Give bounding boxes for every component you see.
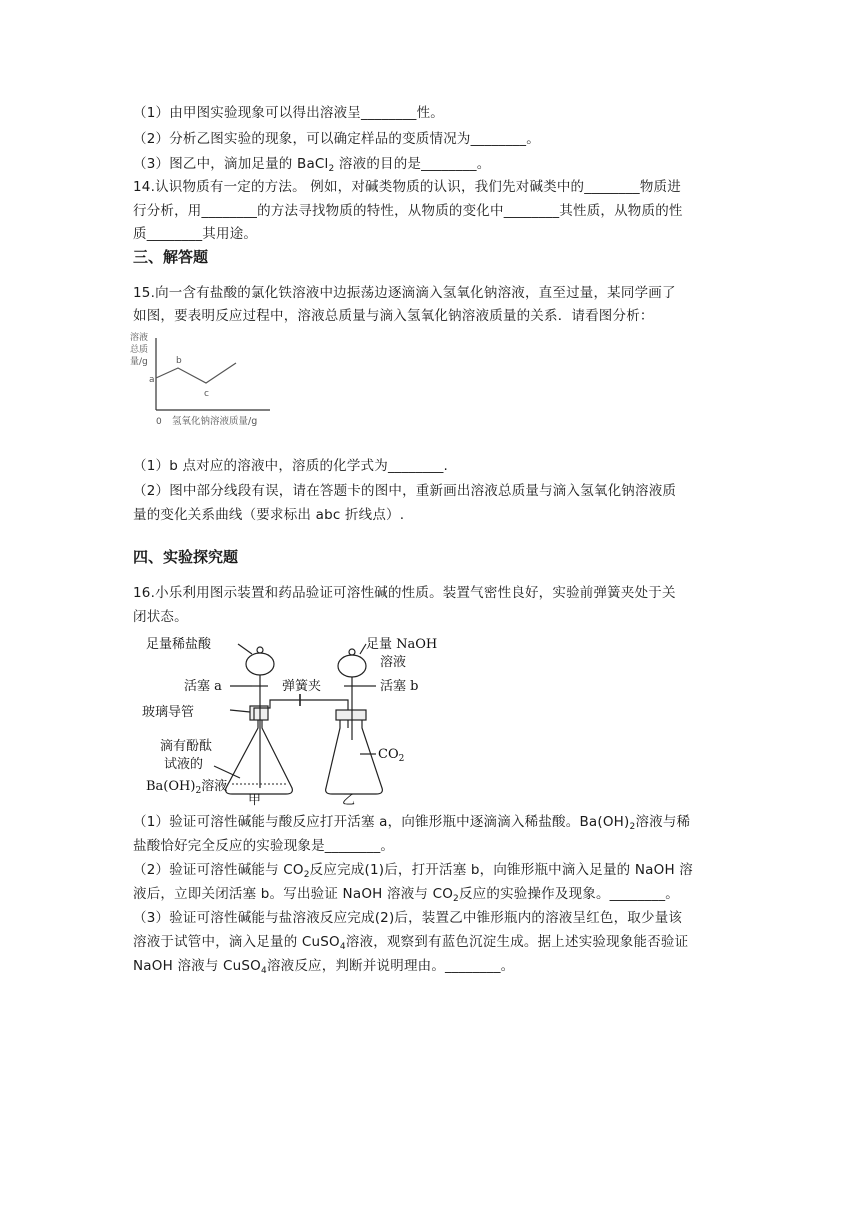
q13-line-3: （3）图乙中，滴加足量的 BaCl$_2$ 溶液的目的是________。 (133, 156, 491, 174)
label-jia: 甲 (248, 793, 262, 808)
label-stopcock-a: 活塞 a (184, 679, 222, 694)
section-heading-4: 四、实验探究题 (133, 548, 239, 566)
q16-line-2: 闭状态。 (133, 609, 188, 625)
q16-sub-3-line-2: 溶液于试管中，滴入足量的 CuSO$_4$溶液，观察到有蓝色沉淀生成。据上述实验现象能否验证 (133, 934, 689, 952)
graph-point-a: a (149, 375, 155, 385)
graph-ylabel-3: 量/g (130, 357, 148, 367)
q15-line-2: 如图，要表明反应过程中，溶液总质量与滴入氢氧化钠溶液质量的关系．请看图分析： (133, 308, 654, 324)
graph-mass-curve (156, 363, 236, 383)
q14-line-2: 行分析，用________的方法寻找物质的特性，从物质的变化中________其性质，从物质的性 (133, 203, 683, 219)
label-stopcock-b: 活塞 b (380, 679, 419, 694)
leader-tube (230, 710, 250, 712)
label-phenol-1: 滴有酚酞 (160, 739, 213, 754)
q14-line-1: 14.认识物质有一定的方法。 例如，对碱类物质的认识，我们先对碱类中的________物质进 (133, 179, 681, 195)
q16-sub-1-line-1: （1）验证可溶性碱能与酸反应打开活塞 a，向锥形瓶中逐滴滴入稀盐酸。$Ba(OH)_2$溶液与稀 (133, 814, 691, 832)
mass-graph (128, 326, 278, 434)
funnel-yi (338, 655, 366, 677)
flask-yi (326, 720, 383, 794)
funnel-cap-jia (257, 647, 263, 653)
label-spring-clamp: 弹簧夹 (282, 679, 322, 694)
q15-line-1: 15.向一含有盐酸的氯化铁溶液中边振荡边逐滴滴入氢氧化钠溶液，直至过量，某同学画了 (133, 285, 676, 301)
q15-sub-1: （1）b 点对应的溶液中，溶质的化学式为________. (133, 458, 449, 474)
q16-sub-2-line-2: 液后，立即关闭活塞 b。写出验证 NaOH 溶液与 $CO_2$反应的实验操作及现象。________。 (133, 886, 679, 904)
label-yi: 乙 (342, 793, 356, 808)
graph-origin: 0 (156, 417, 162, 427)
label-baoh2: $Ba(OH)_2$溶液 (146, 779, 228, 796)
label-hcl: 足量稀盐酸 (146, 637, 212, 652)
stopper-yi (336, 710, 366, 720)
q16-sub-2-line-1: （2）验证可溶性碱能与 $CO_2$反应完成(1)后，打开活塞 b，向锥形瓶中滴入足量的 NaOH 溶 (133, 862, 693, 880)
label-co2: $CO_2$ (378, 747, 405, 764)
label-phenol-2: 试液的 (164, 757, 204, 772)
q15-sub-2-line-1: （2）图中部分线段有误，请在答题卡的图中，重新画出溶液总质量与滴入氢氧化钠溶液质 (133, 483, 677, 499)
graph-point-c: c (204, 389, 209, 399)
label-naoh-2: 溶液 (380, 655, 407, 670)
graph-xlabel: 氢氧化钠溶液质量/g (172, 416, 258, 427)
q16-sub-3-line-1: （3）验证可溶性碱能与盐溶液反应完成(2)后，装置乙中锥形瓶内的溶液呈红色，取少量该 (133, 910, 683, 926)
funnel-cap-yi (349, 649, 355, 655)
section-heading-3: 三、解答题 (133, 248, 209, 266)
leader-hcl (238, 644, 252, 654)
q16-sub-3-line-3: NaOH 溶液与 CuSO$_4$溶液反应，判断并说明理由。________。 (133, 958, 515, 976)
apparatus-figure (140, 628, 450, 808)
q13-line-1: （1）由甲图实验现象可以得出溶液呈________性。 (133, 105, 444, 121)
q15-sub-2-line-2: 量的变化关系曲线（要求标出 abc 折线点）. (133, 507, 405, 523)
funnel-jia (246, 653, 274, 675)
label-glass-tube: 玻璃导管 (142, 705, 195, 720)
graph-point-b: b (176, 356, 182, 366)
q13-line-2: （2）分析乙图实验的现象，可以确定样品的变质情况为________。 (133, 131, 540, 147)
label-naoh-1: 足量 NaOH (366, 637, 438, 652)
flask-jia (226, 720, 293, 794)
graph-ylabel-2: 总质 (130, 345, 149, 355)
q16-sub-1-line-2: 盐酸恰好完全反应的实验现象是________。 (133, 838, 395, 854)
q16-line-1: 16.小乐利用图示装置和药品验证可溶性碱的性质。装置气密性良好，实验前弹簧夹处于关 (133, 585, 676, 601)
q14-line-3: 质________其用途。 (133, 226, 258, 242)
graph-ylabel-1: 溶液 (130, 333, 149, 343)
